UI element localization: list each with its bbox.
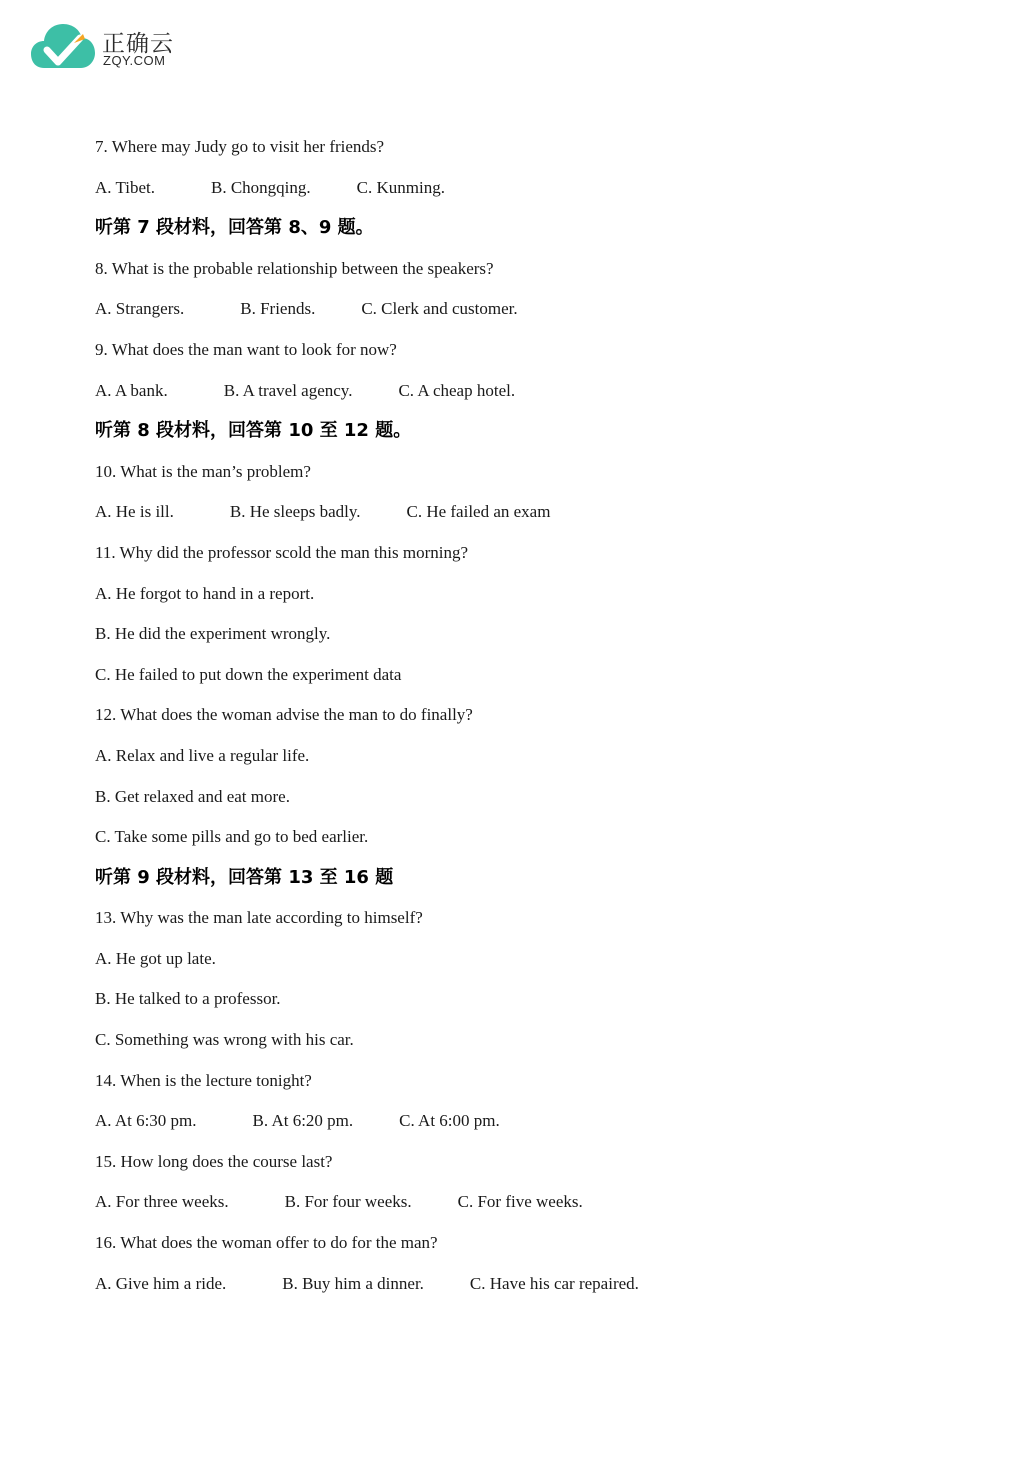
answer-option-text: A. Relax and live a regular life. (95, 745, 310, 765)
options-row (95, 1107, 975, 1148)
question-text: 10. What is the man’s problem? (95, 461, 311, 481)
options-row (95, 1270, 975, 1311)
option-text: B. For four weeks. (284, 1192, 412, 1212)
answer-option-text: A. He got up late. (95, 948, 216, 968)
option-text: A. At 6:30 pm. (95, 1111, 197, 1131)
option-text: C. Clerk and customer. (361, 299, 518, 319)
exam-question-list (95, 133, 975, 1310)
answer-option-text: A. He forgot to hand in a report. (95, 583, 315, 603)
options-row (95, 1188, 975, 1229)
site-logo (30, 22, 190, 74)
question-text: 7. Where may Judy go to visit her friends? (95, 137, 385, 156)
logo-domain-text: ZQY.COM (103, 53, 166, 68)
option-text: B. Buy him a dinner. (282, 1273, 424, 1293)
cloud-check-logo-icon (30, 22, 96, 72)
option-text: B. A travel agency. (223, 380, 353, 400)
option-text: A. Give him a ride. (95, 1273, 227, 1293)
option-text: A. A bank. (95, 380, 168, 400)
option-text: C. He failed an exam (406, 502, 551, 522)
answer-option-text: C. Something was wrong with his car. (95, 1030, 354, 1050)
answer-option-text: C. He failed to put down the experiment data (95, 664, 402, 684)
question-text: 14. When is the lecture tonight? (95, 1070, 312, 1090)
answer-option-text: C. Take some pills and go to bed earlier. (95, 827, 369, 847)
option-text: C. Kunming. (356, 177, 445, 197)
question-text: 13. Why was the man late according to himself? (95, 908, 423, 928)
option-text: A. Tibet. (95, 177, 155, 197)
option-text: C. A cheap hotel. (398, 380, 516, 400)
option-text: A. Strangers. (95, 299, 185, 319)
answer-option-text: B. Get relaxed and eat more. (95, 786, 290, 806)
option-text: A. For three weeks. (95, 1192, 229, 1212)
options-row (95, 174, 975, 215)
question-text: 16. What does the woman offer to do for the man? (95, 1233, 438, 1253)
logo-chinese-text: 正确云 (102, 31, 174, 57)
option-text: B. He sleeps badly. (229, 502, 361, 522)
answer-option-text: B. He talked to a professor. (95, 989, 281, 1009)
question-text: 15. How long does the course last? (95, 1151, 333, 1171)
answer-option-text: B. He did the experiment wrongly. (95, 624, 331, 644)
option-text: C. At 6:00 pm. (399, 1111, 500, 1131)
question-text: 12. What does the woman advise the man to do finally? (95, 705, 473, 725)
section-heading: 听第 8 段材料，回答第 10 至 12 题。 (95, 420, 412, 442)
options-row (95, 377, 975, 418)
option-text: B. Chongqing. (211, 177, 311, 197)
option-text: C. Have his car repaired. (469, 1273, 639, 1293)
question-text: 8. What is the probable relationship between the speakers? (95, 258, 494, 278)
question-text: 11. Why did the professor scold the man this morning? (95, 542, 468, 562)
option-text: C. For five weeks. (457, 1192, 583, 1212)
options-row (95, 295, 975, 336)
question-text: 9. What does the man want to look for now? (95, 339, 397, 359)
section-heading: 听第 7 段材料，回答第 8、9 题。 (95, 217, 374, 239)
options-row (95, 498, 975, 539)
section-heading: 听第 9 段材料，回答第 13 至 16 题 (95, 866, 394, 888)
option-text: B. Friends. (240, 299, 316, 319)
option-text: B. At 6:20 pm. (252, 1111, 354, 1131)
option-text: A. He is ill. (95, 502, 174, 522)
